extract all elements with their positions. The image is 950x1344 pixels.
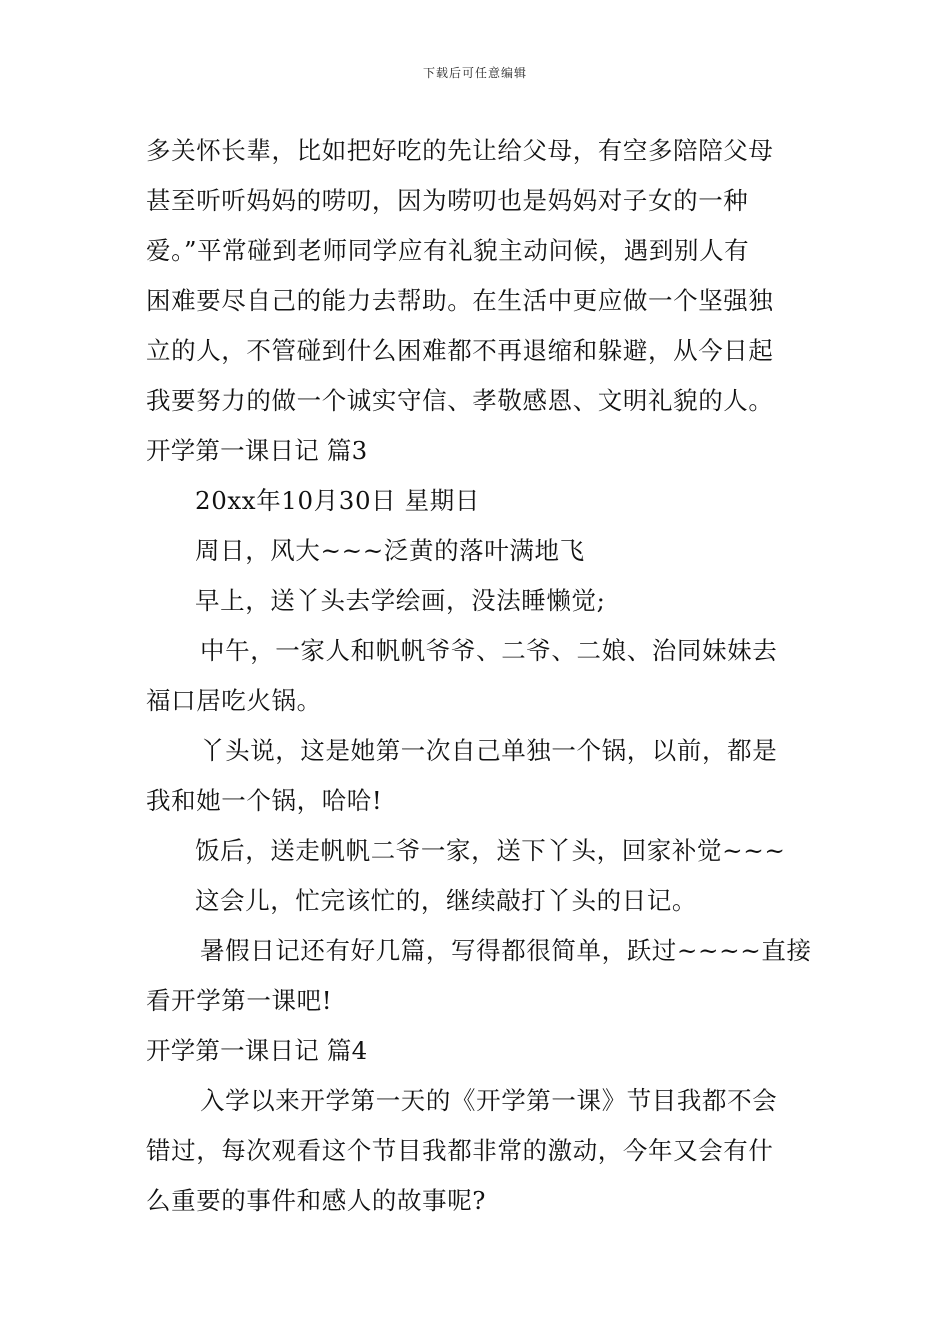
paragraph-line: 周日，风大~~~泛黄的落叶满地飞: [195, 536, 585, 565]
document-body: [146, 126, 810, 1226]
page-header-note: 下载后可任意编辑: [422, 66, 527, 80]
paragraph-line: 我和她一个锅，哈哈!: [146, 786, 383, 815]
paragraph-line: 错过，每次观看这个节目我都非常的激动，今年又会有什: [146, 1136, 774, 1165]
section-heading-4: 开学第一课日记 篇4: [146, 1036, 368, 1065]
paragraph-line: 爱。”平常碰到老师同学应有礼貌主动问候，遇到别人有: [146, 236, 750, 265]
paragraph-line: 困难要尽自己的能力去帮助。在生活中更应做一个坚强独: [146, 286, 774, 315]
paragraph-line: 我要努力的做一个诚实守信、孝敬感恩、文明礼貌的人。: [146, 386, 774, 415]
paragraph-line: 甚至听听妈妈的唠叨，因为唠叨也是妈妈对子女的一种: [146, 186, 749, 215]
paragraph-line: 中午，一家人和帆帆爷爷、二爷、二娘、治同妹妹去: [200, 636, 778, 665]
paragraph-line: 暑假日记还有好几篇，写得都很简单，跃过~~~~直接: [200, 936, 812, 965]
paragraph-line: 福口居吃火锅。: [146, 686, 322, 715]
paragraph-line: 饭后，送走帆帆二爷一家，送下丫头，回家补觉~~~: [195, 836, 786, 865]
paragraph-line: 早上，送丫头去学绘画，没法睡懒觉;: [195, 586, 606, 615]
paragraph-line: 么重要的事件和感人的故事呢?: [146, 1186, 487, 1215]
paragraph-line: 看开学第一课吧!: [146, 986, 333, 1015]
paragraph-line: 丫头说，这是她第一次自己单独一个锅，以前，都是: [200, 736, 778, 765]
section-heading-3: 开学第一课日记 篇3: [146, 436, 368, 465]
diary-date: 20xx年10月30日 星期日: [195, 486, 480, 515]
paragraph-line: 多关怀长辈，比如把好吃的先让给父母，有空多陪陪父母: [146, 136, 774, 165]
paragraph-line: 入学以来开学第一天的《开学第一课》节目我都不会: [200, 1086, 778, 1115]
paragraph-line: 立的人，不管碰到什么困难都不再退缩和躲避，从今日起: [146, 336, 774, 365]
paragraph-line: 这会儿，忙完该忙的，继续敲打丫头的日记。: [195, 886, 697, 915]
